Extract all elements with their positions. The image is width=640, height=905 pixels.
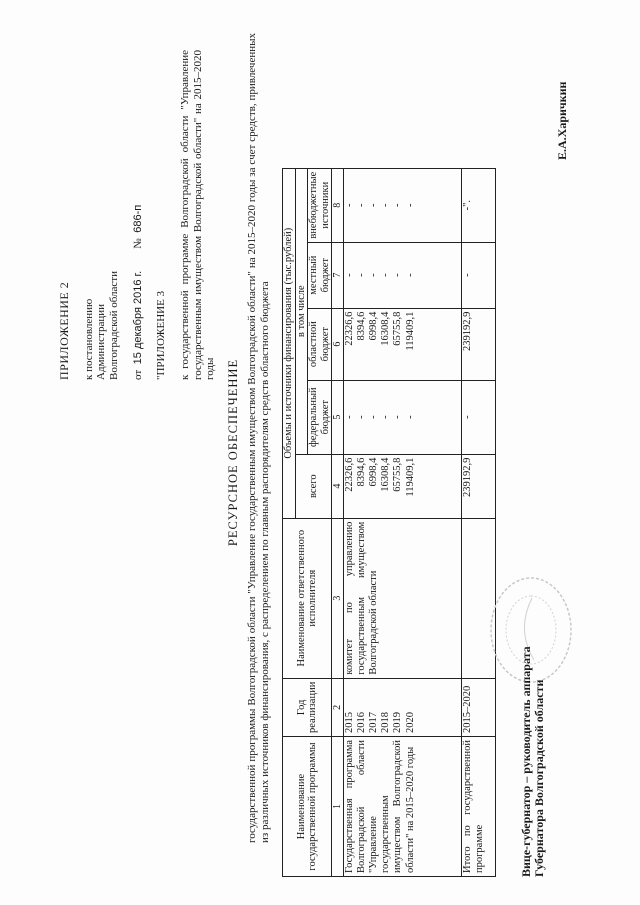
- total-local-cell: -: [462, 242, 496, 308]
- header-program-name: Наименование государственной программы: [283, 737, 332, 877]
- federal-cell: - - - - - -: [344, 380, 462, 454]
- column-number: 8: [332, 168, 344, 242]
- signature-title: Вице-губернатор – руководитель аппарата Губернатора Волгоградской области: [519, 646, 547, 877]
- executor-cell: комитет по управлению государственным имуществом Волгоградской области: [344, 518, 462, 678]
- column-number: 4: [332, 454, 344, 518]
- document-title: РЕСУРСНОЕ ОБЕСПЕЧЕНИЕ: [226, 358, 240, 547]
- header-local: местный бюджет: [308, 242, 332, 308]
- years-cell: 2015 2016 2017 2018 2019 2020: [344, 678, 462, 736]
- column-number: 2: [332, 678, 344, 736]
- column-number: 6: [332, 308, 344, 380]
- header-total: всего: [295, 454, 332, 518]
- header-regional: областной бюджет: [308, 308, 332, 380]
- table-total-row: [462, 168, 496, 876]
- total-federal-cell: -: [462, 380, 496, 454]
- column-number: 1: [332, 737, 344, 877]
- appendix3-title: "ПРИЛОЖЕНИЕ 3: [155, 290, 168, 380]
- resolution-number: 686-п: [131, 204, 144, 233]
- column-number: 5: [332, 380, 344, 454]
- header-federal: федеральный бюджет: [308, 380, 332, 454]
- column-number-row: [332, 168, 344, 876]
- resolution-date: 15 декабря 2016 г.: [131, 270, 144, 365]
- resolution-line-1: к постановлению: [82, 298, 95, 380]
- header-year: Год реализации: [283, 678, 332, 736]
- date-prefix: от: [131, 369, 144, 380]
- resolution-date-line: [132, 50, 145, 380]
- totals-cell: 22326,6 8394,6 6998,4 16308,4 65755,8 119409,1: [344, 454, 462, 518]
- header-volumes: Объемы и источники финансирования (тыс.рублей): [283, 168, 296, 518]
- table-row: [344, 168, 462, 876]
- header-including: в том числе: [295, 168, 308, 454]
- total-label-cell: Итого по государственной программе: [462, 737, 496, 877]
- header-extrabudget: внебюджетные источники: [308, 168, 332, 242]
- column-number: 3: [332, 518, 344, 678]
- total-regional-cell: 239192,9: [462, 308, 496, 380]
- header-executor: Наименование ответственного исполнителя: [283, 518, 332, 678]
- appendix3-text: к государственной программе Волгоградской области "Управление государственным имуществом Волгоградской области" на 2015–2020 годы: [179, 50, 217, 380]
- resolution-line-2: Администрации: [95, 303, 108, 380]
- resource-table: [282, 168, 496, 877]
- total-sum-cell: 239192,9: [462, 454, 496, 518]
- total-extrabudget-cell: -".: [462, 168, 496, 242]
- appendix-header: [58, 50, 217, 380]
- local-cell: - - - - - -: [344, 242, 462, 308]
- total-period-cell: 2015–2020: [462, 678, 496, 736]
- document-description: [246, 33, 271, 843]
- extrabudget-cell: - - - - - -: [344, 168, 462, 242]
- program-name-cell: Государственная программа Волгоградской области "Управление государственным имуществом Волгоградской области" на 2015–2020 годы: [344, 737, 462, 877]
- number-prefix: №: [131, 238, 144, 249]
- signature-name: Е.А.Харичкин: [555, 81, 569, 160]
- appendix-title: ПРИЛОЖЕНИЕ 2: [57, 281, 71, 380]
- resolution-line-3: Волгоградской области: [108, 271, 121, 380]
- description-text: государственной программы Волгоградской области "Управление государственным имуществом Волгоградской области" на 2015–2020 годы за счет средств, привлеченных из различных источников финансирования, с распределением по главным распорядителям средств областного бюджета: [246, 33, 271, 843]
- regional-cell: 22326,6 8394,6 6998,4 16308,4 65755,8 119409,1: [344, 308, 462, 380]
- table-header-row: [283, 168, 296, 876]
- column-number: 7: [332, 242, 344, 308]
